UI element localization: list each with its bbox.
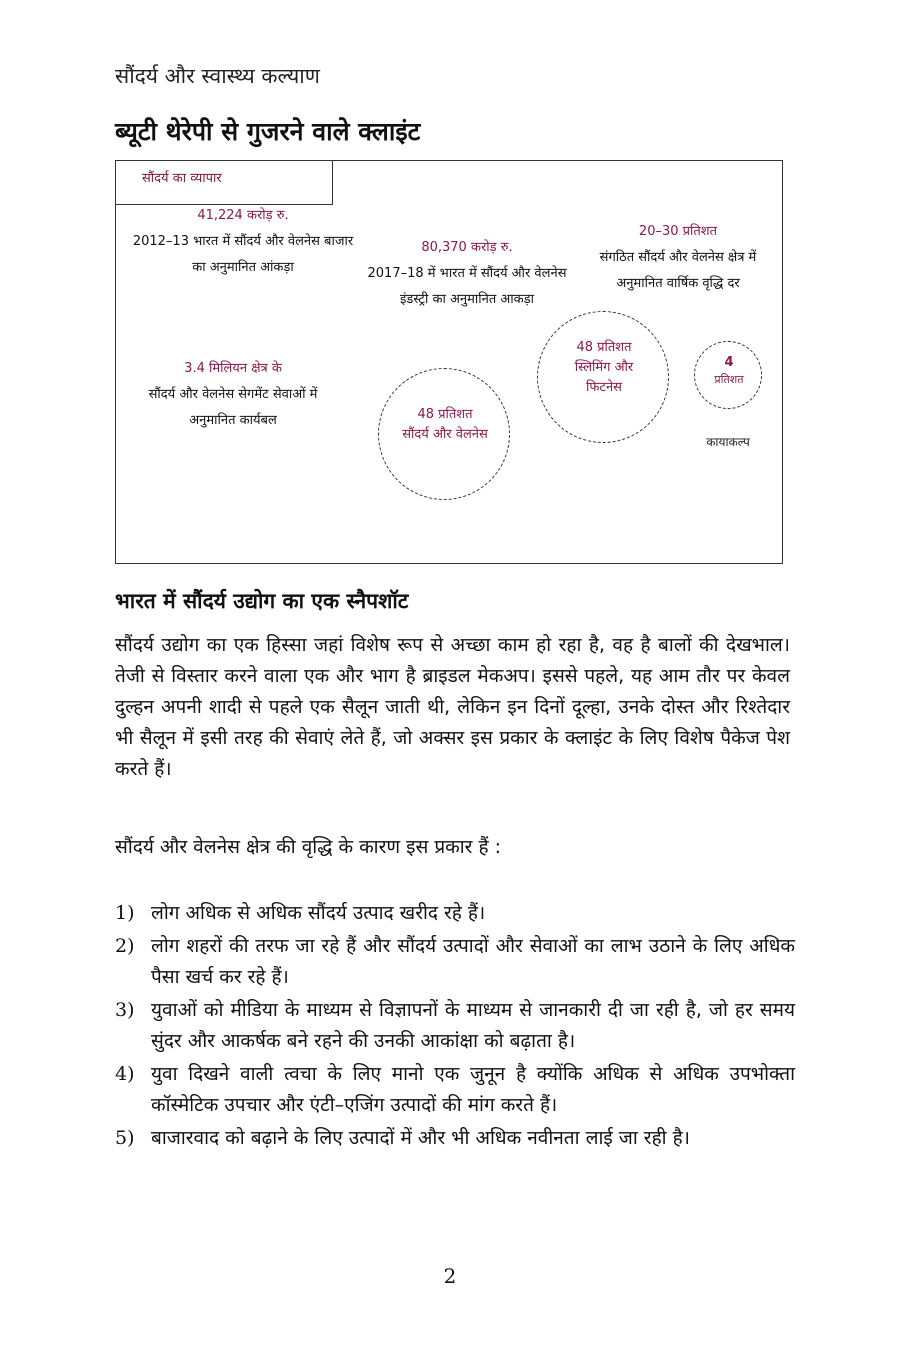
list-item — [115, 1123, 795, 1154]
circle-value: 48 प्रतिशत — [576, 340, 632, 355]
list-number: 5) — [115, 1127, 135, 1149]
reasons-list — [115, 898, 795, 1156]
circle-caption: कायाकल्प — [706, 435, 750, 449]
stat-value: 41,224 करोड़ रु. — [197, 208, 289, 223]
list-item — [115, 931, 795, 993]
list-text: लोग अधिक से अधिक सौंदर्य उत्पाद खरीद रहे हैं। — [151, 902, 486, 924]
list-number: 3) — [115, 999, 135, 1021]
stat-text: 2012–13 भारत में सौंदर्य और वेलनेस बाजार का अनुमानित आंकड़ा — [132, 234, 354, 275]
circle-label: फिटनेस — [586, 380, 622, 395]
list-number: 1) — [115, 902, 135, 924]
stat-text: 2017–18 में भारत में सौंदर्य और वेलनेस इंडस्ट्री का अनुमानित आकड़ा — [367, 266, 567, 307]
list-text: बाजारवाद को बढ़ाने के लिए उत्पादों में और भी अधिक नवीनता लाई जा रही है। — [151, 1127, 690, 1149]
circle-rejuvenation — [694, 341, 762, 409]
list-item — [115, 995, 795, 1057]
circle-value: 48 प्रतिशत — [417, 407, 473, 422]
list-item — [115, 1059, 795, 1121]
stat-text: संगठित सौंदर्य और वेलनेस क्षेत्र में अनुमानित वार्षिक वृद्धि दर — [599, 250, 757, 291]
list-text: युवा दिखने वाली त्वचा के लिए मानो एक जुनून है क्योंकि अधिक से अधिक उपभोक्ता कॉस्मेटिक उपचार और एंटी–एजिंग उत्पादों की मांग करते हैं। — [151, 1063, 795, 1116]
stat-value: 80,370 करोड़ रु. — [421, 240, 513, 255]
infographic — [115, 160, 783, 564]
list-item — [115, 898, 795, 929]
stat-workforce — [128, 356, 338, 434]
list-text: युवाओं को मीडिया के माध्यम से विज्ञापनों के माध्यम से जानकारी दी जा रही है, जो हर समय सुंदर और आकर्षक बने रहने की उनकी आकांक्षा को बढ़ाता है। — [151, 999, 795, 1052]
stat-market-2017 — [354, 235, 580, 313]
body-paragraph: सौंदर्य और वेलनेस क्षेत्र की वृद्धि के कारण इस प्रकार हैं : — [115, 836, 502, 858]
circle-beauty-wellness — [378, 368, 510, 500]
stat-value: 3.4 मिलियन क्षेत्र के — [184, 361, 282, 376]
body-paragraph: सौंदर्य उद्योग का एक हिस्सा जहां विशेष रूप से अच्छा काम हो रहा है, वह है बालों की देखभाल। तेजी से विस्तार करने वाला एक और भाग है ब्राइडल मेकअप। इससे पहले, यह आम तौर पर केवल दुल्हन अपनी शादी से पहले एक सैलून जाती थी, लेकिन इन दिनों दूल्हा, उनके दोस्त और रिश्तेदार भी सैलून में इसी तरह की सेवाएं लेते हैं, जो अक्सर इस प्रकार के क्लाइंट के लिए विशेष पैकेज पेश करते हैं। — [115, 634, 790, 780]
sub-heading: भारत में सौंदर्य उद्योग का एक स्नैपशॉट — [115, 589, 409, 613]
infographic-title: सौंदर्य का व्यापार — [116, 161, 333, 205]
stat-market-2012 — [128, 203, 358, 281]
circle-label: स्लिमिंग और — [574, 360, 634, 375]
circle-label: प्रतिशत — [714, 373, 744, 386]
circle-slimming-fitness — [537, 311, 669, 443]
list-text: लोग शहरों की तरफ जा रहे हैं और सौंदर्य उत्पादों और सेवाओं का लाभ उठाने के लिए अधिक पैसा खर्च कर रहे हैं। — [151, 935, 795, 988]
stat-value: 20–30 प्रतिशत — [638, 224, 718, 239]
page-number: 2 — [443, 1264, 457, 1288]
list-number: 2) — [115, 935, 135, 957]
stat-text: सौंदर्य और वेलनेस सेगमेंट सेवाओं में अनुमानित कार्यबल — [148, 387, 318, 428]
circle-label: सौंदर्य और वेलनेस — [402, 427, 488, 442]
running-header: सौंदर्य और स्वास्थ्य कल्याण — [115, 64, 320, 88]
section-title: ब्यूटी थेरेपी से गुजरने वाले क्लाइंट — [115, 117, 421, 146]
stat-growth-rate — [578, 219, 778, 297]
circle-value: 4 — [724, 355, 734, 370]
list-number: 4) — [115, 1063, 135, 1085]
